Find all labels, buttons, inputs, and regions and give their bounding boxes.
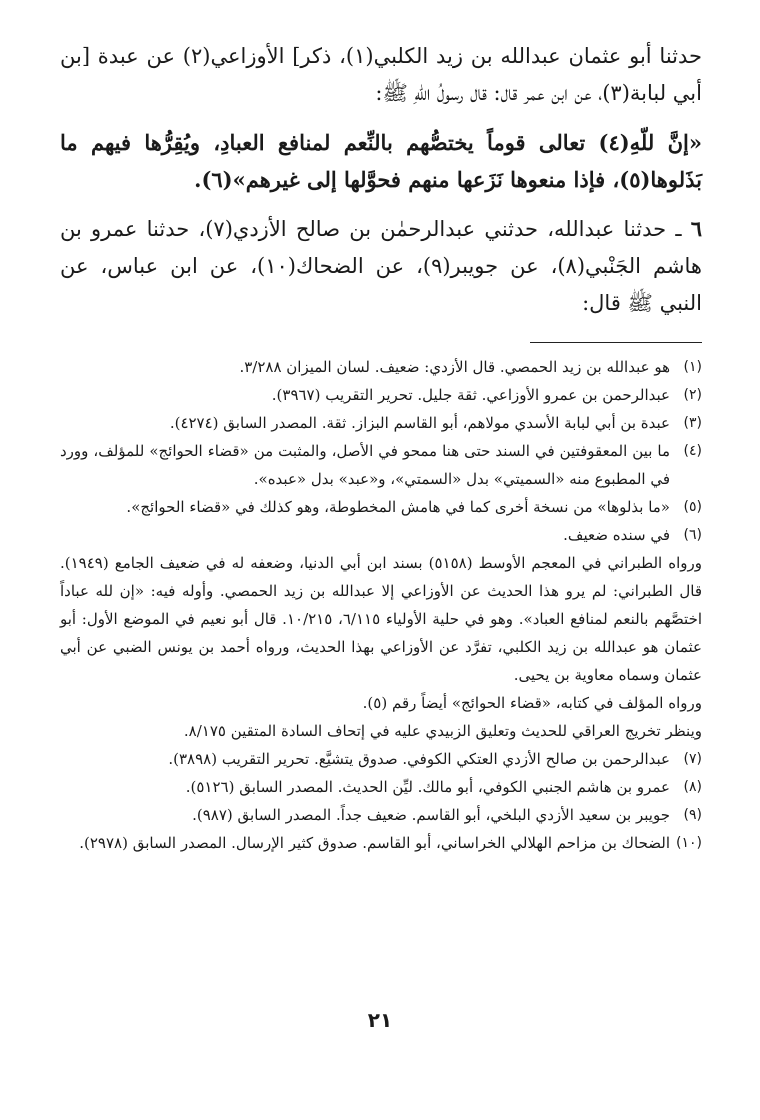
footnote-number: (٦) — [683, 527, 702, 543]
footnote — [60, 437, 702, 493]
footnote-number: (٨) — [683, 779, 702, 795]
footnote — [60, 801, 702, 829]
isnad-paragraph: حدثنا أبو عثمان عبدالله بن زيد الكلبي(١)، ذكر] الأوزاعي(٢) عن عبدة [بن أبي لبابة(٣)، عن ابن عمر قال: قال رسولُ اللّهِ ﷺ: — [60, 44, 703, 105]
footnote-text: «ما بذلوها» من نسخة أخرى كما في هامش المخطوطة، وهو كذلك في «قضاء الحوائج». — [126, 498, 670, 516]
footnote-text: عمرو بن هاشم الجنبي الكوفي، أبو مالك. ليِّن الحديث. المصدر السابق (٥١٢٦). — [185, 778, 670, 796]
footnotes — [60, 353, 702, 857]
footnote-continuation: ورواه المؤلف في كتابه، «قضاء الحوائج» أيضاً رقم (٥). — [362, 694, 702, 712]
footnote — [60, 521, 702, 549]
hadith-number: ٦ — [690, 216, 702, 241]
footnote — [60, 745, 702, 773]
footnote-text: عبدالرحمن بن عمرو الأوزاعي. ثقة جليل. تحرير التقريب (٣٩٦٧). — [271, 386, 670, 404]
page-number: ٢١ — [367, 1008, 393, 1032]
footnote-text: عبدالرحمن بن صالح الأزدي العتكي الكوفي. صدوق يتشيَّع. تحرير التقريب (٣٨٩٨). — [168, 750, 670, 768]
footnote — [60, 353, 702, 381]
footnote-continuation: ورواه الطبراني في المعجم الأوسط (٥١٥٨) بسند ابن أبي الدنيا، وضعفه له في ضعيف الجامع (١٩٤٩). قال الطبراني: لم يرو هذا الحديث عن الأوزاعي إلا عبدالله بن زيد الحمصي. وأوله فيه: «إن لله عباداً اختصَّهم بالنعم لمنافع العباد». وهو في حلية الأولياء ٦/١١٥، ١٠/٢١٥. قال أبو نعيم في الموضع الأول: أبو عثمان هو عبدالله بن زيد الكلبي، تفرَّد عن الأوزاعي بهذا الحديث، ورواه أحمد بن يونس الضبي عن أبي عثمان وسماه معاوية بن يحيى. — [60, 554, 703, 684]
footnote-text: في سنده ضعيف. — [563, 526, 670, 544]
footnote — [60, 381, 702, 409]
footnote-continuation: وينظر تخريج العراقي للحديث وتعليق الزبيدي عليه في إتحاف السادة المتقين ٨/١٧٥. — [183, 722, 702, 740]
footnote — [60, 493, 702, 521]
footnote-text: الضحاك بن مزاحم الهلالي الخراساني، أبو القاسم. صدوق كثير الإرسال. المصدر السابق (٢٩٧٨). — [79, 834, 670, 852]
footnote-number: (٧) — [683, 751, 702, 767]
hadith-6-isnad: ـ حدثنا عبدالله، حدثني عبدالرحمٰن بن صالح الأزدي(٧)، حدثنا عمرو بن هاشم الجَنْبي(٨)، عن جويبر(٩)، عن الضحاك(١٠)، عن ابن عباس، عن النبي ﷺ قال: — [60, 217, 702, 315]
hadith-6-paragraph — [60, 210, 702, 322]
footnote-number: (٥) — [683, 499, 702, 515]
footnote-number: (٩) — [683, 807, 702, 823]
footnote-number: (٤) — [683, 443, 702, 459]
footnote-text: ما بين المعقوفتين في السند حتى هنا ممحو في الأصل، والمثبت من «قضاء الحوائج» للمؤلف، وورد في المطبوع منه «السميتي» بدل «السمتي»، و«عبد» بدل «عبده». — [60, 442, 670, 488]
footnote-divider — [530, 342, 702, 343]
footnote-text: جويبر بن سعيد الأزدي البلخي، أبو القاسم. ضعيف جداً. المصدر السابق (٩٨٧). — [192, 806, 670, 824]
hadith-text: «إنَّ للّهِ(٤) تعالى قوماً يختصُّهم بالنِّعم لمنافع العبادِ، ويُقِرُّها فيهم ما بَذَلوها(٥)، فإذا منعوها نَزَعها منهم فحوَّلها إلى غيرهم»(٦). — [60, 130, 702, 192]
footnote — [60, 409, 702, 437]
footnote-text: عبدة بن أبي لبابة الأسدي مولاهم، أبو القاسم البزاز. ثقة. المصدر السابق (٤٢٧٤). — [169, 414, 670, 432]
footnote — [60, 773, 702, 801]
footnote-number: (١) — [683, 359, 702, 375]
footnote-number: (٢) — [683, 387, 702, 403]
footnote — [60, 829, 702, 857]
footnote-number: (١٠) — [676, 835, 702, 851]
footnote-number: (٣) — [683, 415, 702, 431]
footnote-text: هو عبدالله بن زيد الحمصي. قال الأزدي: ضعيف. لسان الميزان ٣/٢٨٨. — [239, 358, 670, 376]
